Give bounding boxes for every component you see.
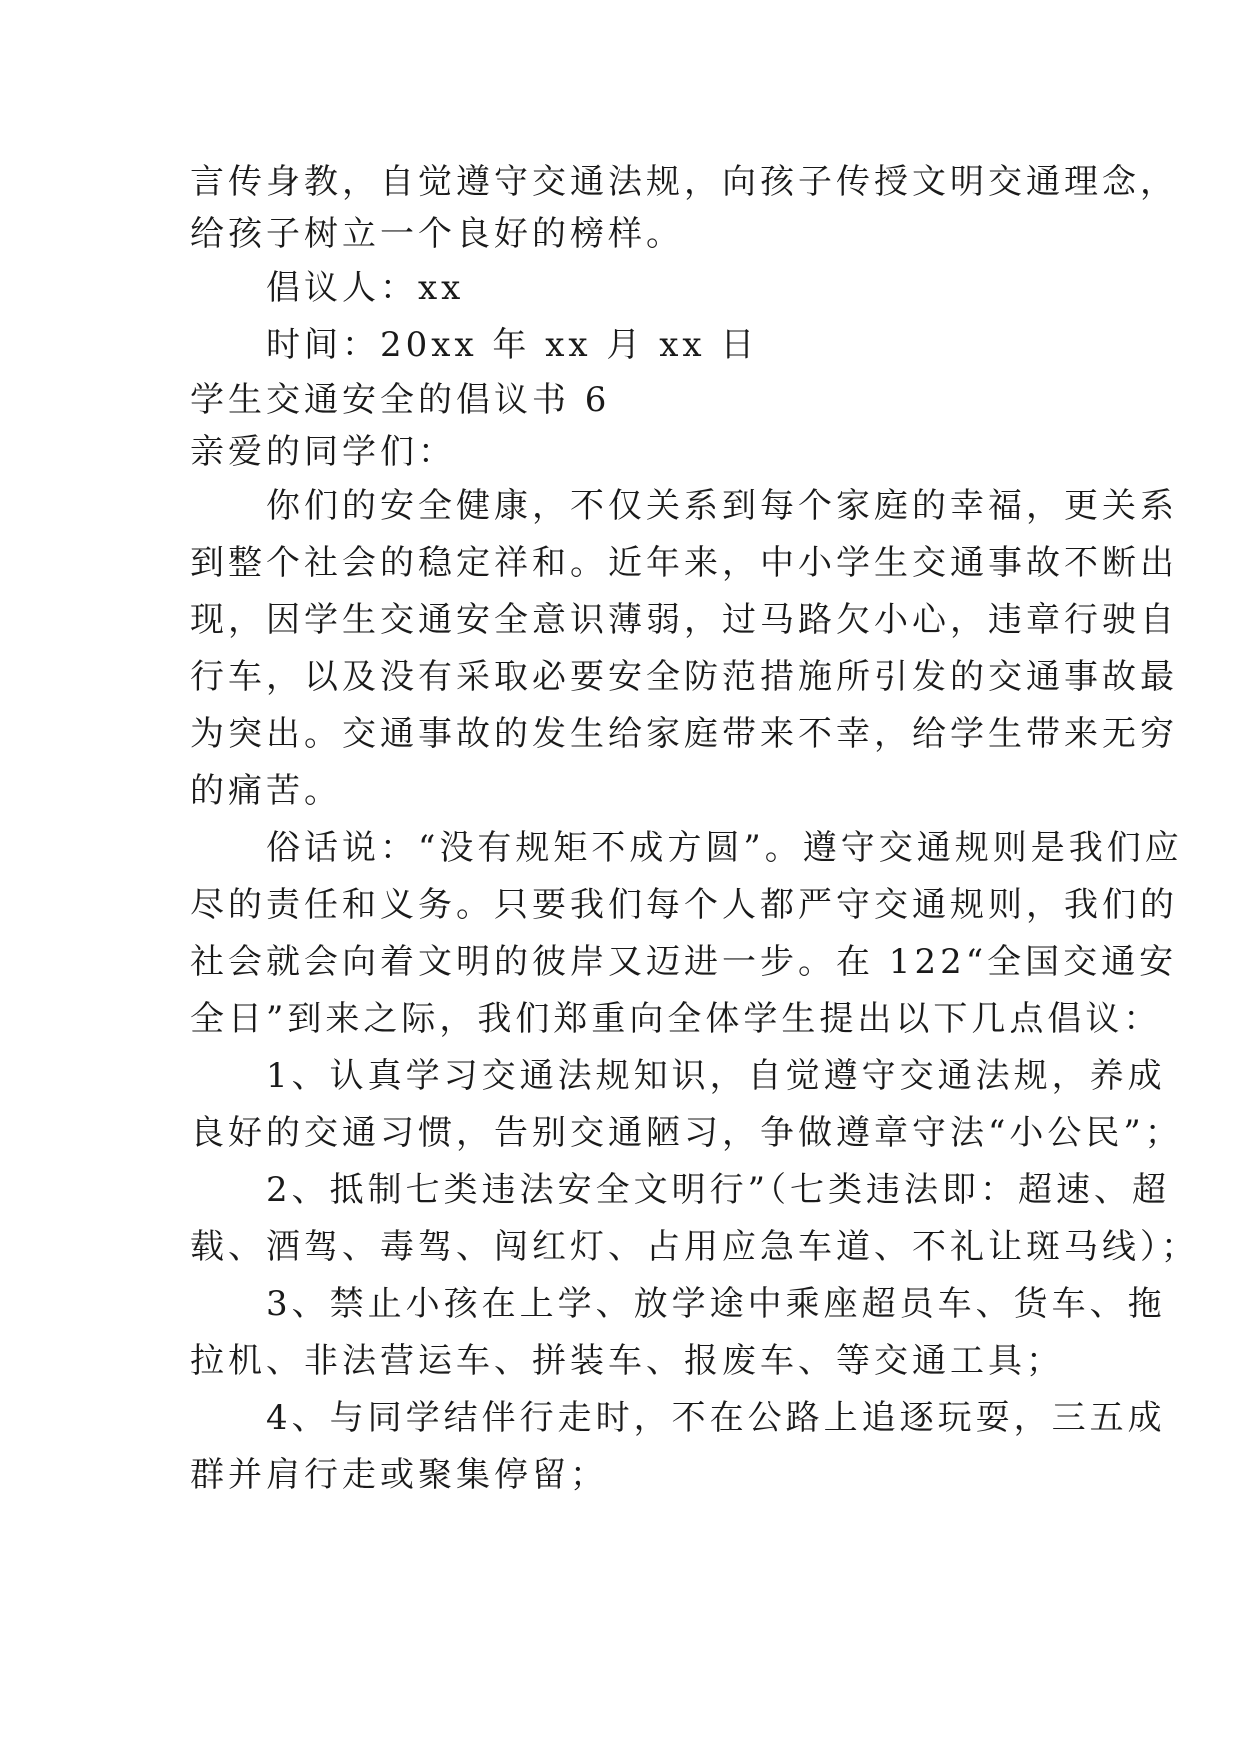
signer-line: 倡议人：xx	[190, 268, 465, 308]
list-item-1: 1、认真学习交通法规知识，自觉遵守交通法规，养成	[190, 1056, 1166, 1096]
text-line: 良好的交通习惯，告别交通陋习，争做遵章守法“小公民”；	[190, 1113, 1183, 1153]
text-line: 的痛苦。	[190, 771, 342, 811]
text-line: 全日”到来之际，我们郑重向全体学生提出以下几点倡议：	[190, 999, 1162, 1039]
section-title: 学生交通安全的倡议书 6	[190, 380, 611, 420]
text-line: 行车，以及没有采取必要安全防范措施所引发的交通事故最	[190, 657, 1178, 697]
text-line: 群并肩行走或聚集停留；	[190, 1455, 608, 1495]
text-line: 到整个社会的稳定祥和。近年来，中小学生交通事故不断出	[190, 543, 1178, 583]
text-line: 你们的安全健康，不仅关系到每个家庭的幸福，更关系	[190, 486, 1178, 526]
date-line: 时间：20xx 年 xx 月 xx 日	[190, 325, 759, 365]
list-item-2: 2、抵制七类违法安全文明行”（七类违法即：超速、超	[190, 1170, 1171, 1210]
text-line: 拉机、非法营运车、拼装车、报废车、等交通工具；	[190, 1341, 1064, 1381]
text-line: 为突出。交通事故的发生给家庭带来不幸，给学生带来无穷	[190, 714, 1178, 754]
text-line: 尽的责任和义务。只要我们每个人都严守交通规则，我们的	[190, 885, 1178, 925]
document-body	[190, 156, 1199, 1504]
list-item-3: 3、禁止小孩在上学、放学途中乘座超员车、货车、拖	[190, 1284, 1166, 1324]
text-line: 给孩子树立一个良好的榜样。	[190, 214, 684, 254]
text-line: 现，因学生交通安全意识薄弱，过马路欠小心，违章行驶自	[190, 600, 1178, 640]
list-item-4: 4、与同学结伴行走时，不在公路上追逐玩耍，三五成	[190, 1398, 1166, 1438]
text-line: 载、酒驾、毒驾、闯红灯、占用应急车道、不礼让斑马线）；	[190, 1227, 1199, 1267]
text-line: 言传身教，自觉遵守交通法规，向孩子传授文明交通理念，	[190, 162, 1178, 202]
salutation: 亲爱的同学们：	[190, 432, 456, 472]
text-line: 俗话说：“没有规矩不成方圆”。遵守交通规则是我们应	[190, 828, 1183, 868]
text-line: 社会就会向着文明的彼岸又迈进一步。在 122“全国交通安	[190, 942, 1178, 982]
